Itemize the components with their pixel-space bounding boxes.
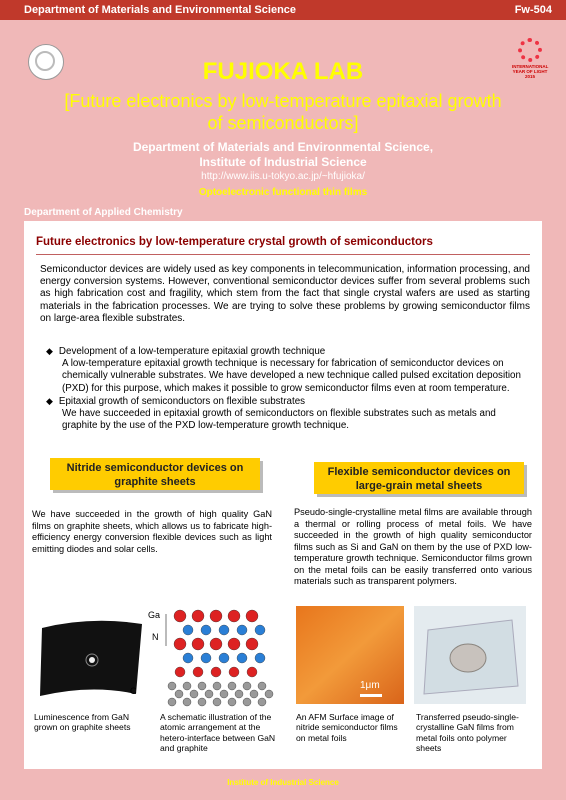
metal-text: Pseudo-single-crystalline metal films are available through a thermal or rolling process of metal foils. We have succeeded in the growth of high quality semiconductor films such as Si and GaN on them by the use of PXD low-temperature growth technique. Semiconductor films grown on the metal foils can be easily transferred onto various materials such as transparent polymers. [294, 507, 532, 586]
ga-atom [246, 638, 258, 650]
ga-atom [192, 610, 204, 622]
c-atom [243, 698, 251, 706]
diamond-bullet-icon: ◆ [46, 346, 53, 356]
n-atom [183, 625, 193, 635]
ga-label: Ga [148, 610, 161, 620]
fig1-caption: Luminescence from GaN grown on graphite sheets [34, 712, 131, 733]
ga-atom [174, 638, 186, 650]
transferred-film-photo [414, 606, 526, 704]
bullet-heading: ◆ Development of a low-temperature epitaxial growth technique [46, 346, 326, 357]
fig4-caption: Transferred pseudo-single-crystalline GaN films from metal foils onto polymer sheets [416, 712, 519, 754]
applied-chemistry-label: Department of Applied Chemistry [24, 207, 183, 218]
c-atom [190, 690, 198, 698]
ga-atom [192, 638, 204, 650]
n-atom [255, 653, 265, 663]
header-department: Department of Materials and Environmental Science [24, 4, 297, 16]
diamond-bullet-icon: ◆ [46, 395, 53, 406]
section-divider [36, 254, 530, 255]
bullet-body: We have succeeded in epitaxial growth of semiconductors on flexible substrates such as metals and graphite by the use of the PXD low-temperature growth technique. [62, 408, 496, 432]
lab-subtitle: [Future electronics by low-temperature epitaxial growth of semiconductors] [64, 91, 502, 133]
iyl-logo-text: INTERNATIONAL YEAR OF LIGHT 2015 [512, 64, 549, 79]
c-atom [183, 682, 191, 690]
c-atom [258, 682, 266, 690]
n-atom [201, 625, 211, 635]
graphite-section-heading: Nitride semiconductor devices on graphite sheets [50, 458, 260, 490]
c-atom [265, 690, 273, 698]
ga-atom [211, 667, 221, 677]
intro-paragraph: Semiconductor devices are widely used as key components in telecommunication, information processing, and energy conversion systems. However, conventional semiconductor devices suffer from several problems such as high fabrication cost and fragility, which stem from the fact that single crystal wafers are used as starting materials in the fabrication processes. We are trying to solve these problems by growing semiconductor films on large-area flexible substrates. [40, 264, 530, 324]
n-label: N [152, 632, 159, 642]
ga-atom [246, 610, 258, 622]
ga-atom [175, 667, 185, 677]
c-atom [175, 690, 183, 698]
c-atom [243, 682, 251, 690]
c-atom [250, 690, 258, 698]
c-atom [168, 682, 176, 690]
bullet-body: A low-temperature epitaxial growth technique is necessary for fabrication of semiconductor devices on chemically vulnerable substrates. We have developed a new technique called pulsed excitation deposition (PXD) for this purpose, which makes it possible to grow semiconductor films even at room temperature. [62, 358, 521, 394]
c-atom [258, 698, 266, 706]
c-atom [220, 690, 228, 698]
poster-code: Fw-504 [514, 4, 552, 16]
c-atom [213, 698, 221, 706]
n-atom [237, 625, 247, 635]
ga-atom [228, 610, 240, 622]
atomic-schematic [130, 606, 278, 712]
c-atom [205, 690, 213, 698]
fig3-caption: An AFM Surface image of nitride semiconductor films on metal foils [296, 712, 398, 743]
c-atom [213, 682, 221, 690]
ga-atom [210, 638, 222, 650]
section-title: Future electronics by low-temperature crystal growth of semiconductors [36, 236, 433, 248]
fig2-caption: A schematic illustration of the atomic arrangement at the hetero-interface between GaN and graphite [160, 712, 276, 754]
afm-image [296, 606, 404, 704]
c-atom [235, 690, 243, 698]
n-atom [219, 653, 229, 663]
c-atom [198, 698, 206, 706]
ga-atom [247, 667, 257, 677]
scale-bar-label: 1μm [360, 680, 380, 691]
c-atom [228, 682, 236, 690]
dept-line2: Institute of Industrial Science [199, 155, 367, 169]
lab-title: FUJIOKA LAB [202, 58, 364, 85]
ga-atom [210, 610, 222, 622]
lab-topic: Optoelectronic functional thin films [198, 187, 368, 198]
scale-bar [360, 694, 382, 697]
ga-atom [174, 610, 186, 622]
n-atom [219, 625, 229, 635]
c-atom [228, 698, 236, 706]
ga-atom [228, 638, 240, 650]
n-atom [255, 625, 265, 635]
lab-url[interactable]: http://www.iis.u-tokyo.ac.jp/~hfujioka/ [201, 171, 365, 182]
c-atom [183, 698, 191, 706]
header-bar [0, 0, 566, 20]
c-atom [198, 682, 206, 690]
footer-institute: Institute of Industrial Science [227, 778, 339, 787]
c-label: C [130, 686, 137, 696]
bullet-heading: ◆ Epitaxial growth of semiconductors on flexible substrates [46, 395, 306, 407]
metal-section-heading: Flexible semiconductor devices on large-grain metal sheets [314, 462, 524, 494]
lab-department [0, 140, 566, 170]
ga-atom [193, 667, 203, 677]
dept-line1: Department of Materials and Environmental Science, [132, 140, 434, 154]
n-atom [183, 653, 193, 663]
ga-atom [229, 667, 239, 677]
c-atom [168, 698, 176, 706]
n-atom [201, 653, 211, 663]
graphite-text: We have succeeded in the growth of high quality GaN films on graphite sheets, which allows us to fabricate high-efficiency energy conversion flexible devices such as light emitting diodes and solar cells. [32, 509, 272, 554]
bullet-list [46, 345, 530, 432]
n-atom [237, 653, 247, 663]
